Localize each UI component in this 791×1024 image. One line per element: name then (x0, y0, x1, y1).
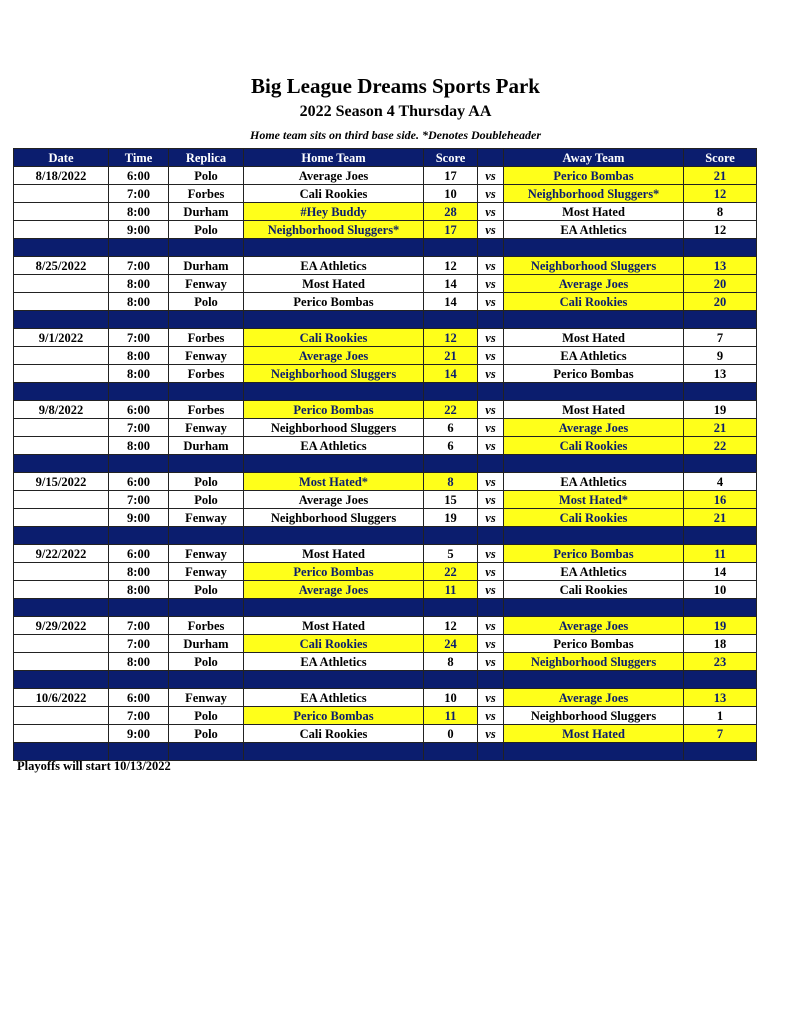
game-time: 8:00 (109, 365, 169, 383)
game-time: 7:00 (109, 707, 169, 725)
column-header-time: Time (109, 149, 169, 167)
home-team: Cali Rookies (244, 635, 424, 653)
home-score: 8 (424, 473, 478, 491)
home-team: EA Athletics (244, 257, 424, 275)
game-row (14, 545, 757, 563)
column-header-away-score: Score (684, 149, 757, 167)
game-field: Polo (169, 167, 244, 185)
game-field: Fenway (169, 275, 244, 293)
week-separator (14, 599, 757, 617)
game-field: Durham (169, 635, 244, 653)
game-date: 8/18/2022 (14, 167, 109, 185)
vs-label: vs (478, 365, 504, 383)
column-header-replica: Replica (169, 149, 244, 167)
game-field: Fenway (169, 563, 244, 581)
away-team: Cali Rookies (504, 293, 684, 311)
column-header-home-team: Home Team (244, 149, 424, 167)
game-field: Polo (169, 707, 244, 725)
home-score: 12 (424, 617, 478, 635)
game-field: Forbes (169, 617, 244, 635)
game-time: 8:00 (109, 581, 169, 599)
game-row (14, 437, 757, 455)
away-team: EA Athletics (504, 221, 684, 239)
away-team: Neighborhood Sluggers (504, 653, 684, 671)
vs-label: vs (478, 437, 504, 455)
week-separator (14, 743, 757, 761)
home-team: EA Athletics (244, 653, 424, 671)
game-field: Fenway (169, 419, 244, 437)
home-score: 17 (424, 221, 478, 239)
game-row (14, 167, 757, 185)
home-team: Average Joes (244, 491, 424, 509)
home-score: 10 (424, 689, 478, 707)
vs-label: vs (478, 167, 504, 185)
home-team: Most Hated (244, 275, 424, 293)
column-header-home-score: Score (424, 149, 478, 167)
page-subtitle: 2022 Season 4 Thursday AA (299, 103, 492, 120)
home-score: 17 (424, 167, 478, 185)
away-score: 13 (684, 257, 757, 275)
game-date: 10/6/2022 (14, 689, 109, 707)
away-team: EA Athletics (504, 563, 684, 581)
game-date: 9/8/2022 (14, 401, 109, 419)
game-date: 9/1/2022 (14, 329, 109, 347)
game-date: 9/15/2022 (14, 473, 109, 491)
away-team: Perico Bombas (504, 635, 684, 653)
away-score: 16 (684, 491, 757, 509)
game-date (14, 653, 109, 671)
away-score: 21 (684, 167, 757, 185)
away-score: 9 (684, 347, 757, 365)
home-score: 10 (424, 185, 478, 203)
home-team: Most Hated* (244, 473, 424, 491)
game-row (14, 329, 757, 347)
vs-label: vs (478, 689, 504, 707)
away-score: 21 (684, 509, 757, 527)
away-score: 7 (684, 725, 757, 743)
home-score: 0 (424, 725, 478, 743)
away-team: Average Joes (504, 419, 684, 437)
vs-label: vs (478, 635, 504, 653)
game-row (14, 185, 757, 203)
game-date (14, 563, 109, 581)
away-score: 13 (684, 365, 757, 383)
game-field: Polo (169, 491, 244, 509)
vs-label: vs (478, 275, 504, 293)
game-time: 6:00 (109, 401, 169, 419)
game-time: 7:00 (109, 329, 169, 347)
vs-label: vs (478, 581, 504, 599)
game-time: 7:00 (109, 491, 169, 509)
home-score: 12 (424, 329, 478, 347)
game-field: Fenway (169, 689, 244, 707)
game-row (14, 653, 757, 671)
game-row (14, 581, 757, 599)
game-row (14, 563, 757, 581)
home-team: Perico Bombas (244, 293, 424, 311)
week-separator (14, 239, 757, 257)
away-score: 1 (684, 707, 757, 725)
away-team: Neighborhood Sluggers (504, 707, 684, 725)
game-date (14, 419, 109, 437)
game-date (14, 185, 109, 203)
home-score: 5 (424, 545, 478, 563)
game-date (14, 707, 109, 725)
away-team: EA Athletics (504, 347, 684, 365)
game-field: Polo (169, 725, 244, 743)
home-team: Most Hated (244, 617, 424, 635)
home-score: 22 (424, 563, 478, 581)
game-field: Fenway (169, 509, 244, 527)
game-time: 9:00 (109, 509, 169, 527)
away-score: 10 (684, 581, 757, 599)
game-date (14, 275, 109, 293)
game-row (14, 491, 757, 509)
game-field: Fenway (169, 347, 244, 365)
game-time: 7:00 (109, 185, 169, 203)
game-date (14, 725, 109, 743)
away-score: 4 (684, 473, 757, 491)
home-team: Neighborhood Sluggers (244, 419, 424, 437)
home-team: Average Joes (244, 581, 424, 599)
vs-label: vs (478, 329, 504, 347)
vs-label: vs (478, 221, 504, 239)
game-time: 8:00 (109, 653, 169, 671)
away-team: Most Hated (504, 725, 684, 743)
column-header-vs (478, 149, 504, 167)
doubleheader-note: Home team sits on third base side. *Denotes Doubleheader (250, 128, 541, 142)
away-team: Perico Bombas (504, 545, 684, 563)
game-row (14, 401, 757, 419)
home-team: Perico Bombas (244, 563, 424, 581)
week-separator (14, 527, 757, 545)
away-score: 21 (684, 419, 757, 437)
game-row (14, 617, 757, 635)
home-score: 14 (424, 365, 478, 383)
game-field: Forbes (169, 365, 244, 383)
week-separator (14, 671, 757, 689)
week-separator (14, 383, 757, 401)
home-team: Cali Rookies (244, 329, 424, 347)
week-separator (14, 311, 757, 329)
home-team: Neighborhood Sluggers (244, 509, 424, 527)
game-row (14, 689, 757, 707)
vs-label: vs (478, 203, 504, 221)
game-time: 7:00 (109, 617, 169, 635)
home-team: Perico Bombas (244, 707, 424, 725)
away-team: Cali Rookies (504, 509, 684, 527)
home-team: Cali Rookies (244, 185, 424, 203)
game-row (14, 203, 757, 221)
home-team: Most Hated (244, 545, 424, 563)
game-row (14, 419, 757, 437)
away-score: 14 (684, 563, 757, 581)
game-date (14, 635, 109, 653)
home-score: 6 (424, 437, 478, 455)
home-team: Average Joes (244, 167, 424, 185)
game-date (14, 203, 109, 221)
vs-label: vs (478, 725, 504, 743)
game-field: Durham (169, 257, 244, 275)
header-row (14, 149, 757, 167)
home-score: 14 (424, 293, 478, 311)
away-team: Most Hated (504, 203, 684, 221)
away-score: 20 (684, 275, 757, 293)
home-team: Perico Bombas (244, 401, 424, 419)
away-score: 7 (684, 329, 757, 347)
game-time: 8:00 (109, 347, 169, 365)
game-row (14, 275, 757, 293)
game-date (14, 347, 109, 365)
home-score: 11 (424, 581, 478, 599)
game-field: Polo (169, 221, 244, 239)
game-time: 6:00 (109, 689, 169, 707)
game-field: Forbes (169, 401, 244, 419)
game-field: Forbes (169, 329, 244, 347)
game-date: 9/29/2022 (14, 617, 109, 635)
game-time: 8:00 (109, 203, 169, 221)
away-score: 23 (684, 653, 757, 671)
home-team: Average Joes (244, 347, 424, 365)
game-row (14, 707, 757, 725)
away-team: Cali Rookies (504, 581, 684, 599)
vs-label: vs (478, 185, 504, 203)
game-date (14, 293, 109, 311)
game-row (14, 365, 757, 383)
away-team: Perico Bombas (504, 365, 684, 383)
home-score: 8 (424, 653, 478, 671)
home-score: 28 (424, 203, 478, 221)
game-date (14, 365, 109, 383)
home-score: 15 (424, 491, 478, 509)
game-time: 8:00 (109, 563, 169, 581)
vs-label: vs (478, 491, 504, 509)
vs-label: vs (478, 707, 504, 725)
playoffs-note: Playoffs will start 10/13/2022 (17, 759, 171, 773)
game-date (14, 221, 109, 239)
game-row (14, 221, 757, 239)
away-team: Neighborhood Sluggers (504, 257, 684, 275)
game-date (14, 437, 109, 455)
away-score: 12 (684, 221, 757, 239)
game-time: 8:00 (109, 437, 169, 455)
away-team: Most Hated (504, 329, 684, 347)
column-header-away-team: Away Team (504, 149, 684, 167)
vs-label: vs (478, 545, 504, 563)
home-score: 11 (424, 707, 478, 725)
away-team: Most Hated* (504, 491, 684, 509)
home-score: 6 (424, 419, 478, 437)
away-team: Most Hated (504, 401, 684, 419)
schedule-body (14, 167, 757, 761)
game-row (14, 635, 757, 653)
game-time: 7:00 (109, 257, 169, 275)
game-field: Fenway (169, 545, 244, 563)
game-row (14, 257, 757, 275)
away-score: 12 (684, 185, 757, 203)
game-date: 9/22/2022 (14, 545, 109, 563)
home-team: Neighborhood Sluggers (244, 365, 424, 383)
game-time: 8:00 (109, 293, 169, 311)
home-score: 12 (424, 257, 478, 275)
away-team: Cali Rookies (504, 437, 684, 455)
vs-label: vs (478, 563, 504, 581)
game-row (14, 509, 757, 527)
away-score: 19 (684, 617, 757, 635)
game-row (14, 725, 757, 743)
column-header-date: Date (14, 149, 109, 167)
away-team: Perico Bombas (504, 167, 684, 185)
vs-label: vs (478, 347, 504, 365)
vs-label: vs (478, 653, 504, 671)
game-field: Polo (169, 653, 244, 671)
game-row (14, 473, 757, 491)
away-team: Average Joes (504, 689, 684, 707)
game-time: 7:00 (109, 419, 169, 437)
home-score: 22 (424, 401, 478, 419)
away-team: Neighborhood Sluggers* (504, 185, 684, 203)
home-team: EA Athletics (244, 689, 424, 707)
game-time: 6:00 (109, 545, 169, 563)
vs-label: vs (478, 617, 504, 635)
home-score: 14 (424, 275, 478, 293)
game-field: Durham (169, 203, 244, 221)
home-score: 21 (424, 347, 478, 365)
away-score: 13 (684, 689, 757, 707)
vs-label: vs (478, 473, 504, 491)
away-score: 18 (684, 635, 757, 653)
away-score: 19 (684, 401, 757, 419)
vs-label: vs (478, 509, 504, 527)
vs-label: vs (478, 401, 504, 419)
home-team: Cali Rookies (244, 725, 424, 743)
away-team: EA Athletics (504, 473, 684, 491)
away-score: 20 (684, 293, 757, 311)
game-time: 7:00 (109, 635, 169, 653)
away-score: 8 (684, 203, 757, 221)
game-field: Polo (169, 581, 244, 599)
vs-label: vs (478, 257, 504, 275)
game-row (14, 347, 757, 365)
game-field: Polo (169, 293, 244, 311)
game-time: 9:00 (109, 221, 169, 239)
vs-label: vs (478, 419, 504, 437)
week-separator (14, 455, 757, 473)
game-date (14, 581, 109, 599)
away-score: 11 (684, 545, 757, 563)
game-field: Forbes (169, 185, 244, 203)
vs-label: vs (478, 293, 504, 311)
home-score: 24 (424, 635, 478, 653)
game-date (14, 491, 109, 509)
page-title: Big League Dreams Sports Park (251, 74, 540, 98)
away-team: Average Joes (504, 617, 684, 635)
game-time: 6:00 (109, 167, 169, 185)
game-field: Durham (169, 437, 244, 455)
schedule-table (13, 148, 757, 761)
home-team: #Hey Buddy (244, 203, 424, 221)
game-field: Polo (169, 473, 244, 491)
game-time: 9:00 (109, 725, 169, 743)
home-team: EA Athletics (244, 437, 424, 455)
game-date: 8/25/2022 (14, 257, 109, 275)
game-row (14, 293, 757, 311)
game-time: 6:00 (109, 473, 169, 491)
away-score: 22 (684, 437, 757, 455)
away-team: Average Joes (504, 275, 684, 293)
game-time: 8:00 (109, 275, 169, 293)
home-score: 19 (424, 509, 478, 527)
home-team: Neighborhood Sluggers* (244, 221, 424, 239)
game-date (14, 509, 109, 527)
